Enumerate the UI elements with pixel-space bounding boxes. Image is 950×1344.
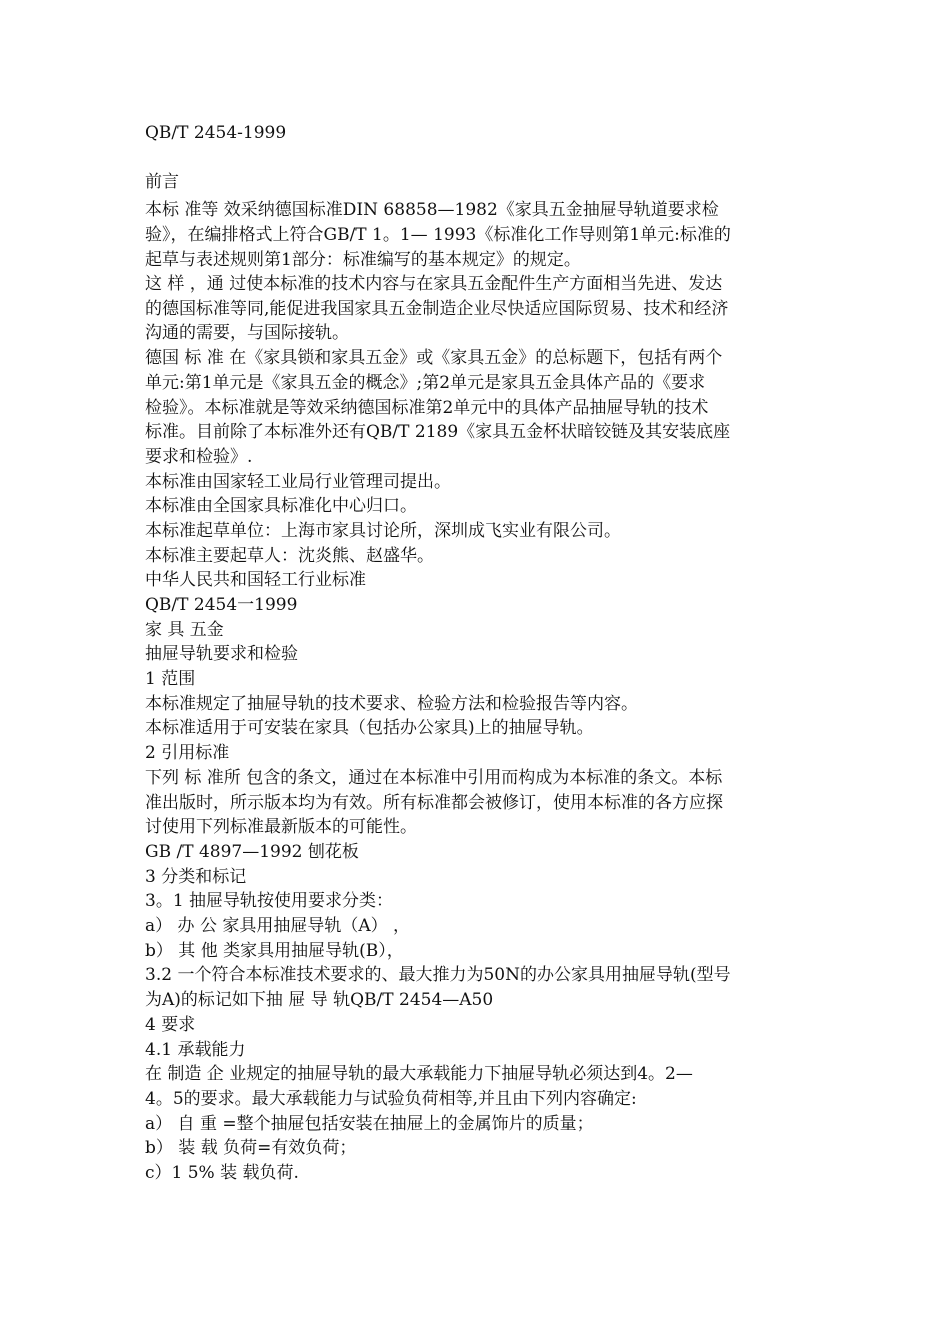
document-title: 家 具 五金 xyxy=(145,620,224,640)
paragraph-line: 单元:第1单元是《家具五金的概念》;第2单元是家具五金具体产品的《要求 xyxy=(145,373,706,393)
list-item: b） 装 载 负荷=有效负荷； xyxy=(145,1138,357,1158)
paragraph-line: 的德国标准等同,能促进我国家具五金制造企业尽快适应国际贸易、技术和经济 xyxy=(145,299,729,319)
paragraph-line: 准出版时，所示版本均为有效。所有标准都会被修订，使用本标准的各方应探 xyxy=(145,793,723,813)
document-subtitle: 抽屉导轨要求和检验 xyxy=(145,644,298,664)
list-item: b） 其 他 类家具用抽屉导轨(B）， xyxy=(145,941,404,961)
paragraph-line: 起草与表述规则第1部分：标准编写的基本规定》的规定。 xyxy=(145,250,581,270)
section-heading: 2 引用标准 xyxy=(145,743,230,763)
paragraph-line: 本标准由国家轻工业局行业管理司提出。 xyxy=(145,472,451,492)
subsection-heading: 4.1 承载能力 xyxy=(145,1040,246,1060)
paragraph-line: 本标准适用于可安装在家具（包括办公家具)上的抽屉导轨。 xyxy=(145,718,594,738)
reference-item: GB /T 4897—1992 刨花板 xyxy=(145,842,359,862)
document-heading: 中华人民共和国轻工行业标准 xyxy=(145,570,366,590)
paragraph-line: 检验》。本标准就是等效采纳德国标准第2单元中的具体产品抽屉导轨的技术 xyxy=(145,398,709,418)
section-heading: 3 分类和标记 xyxy=(145,867,247,887)
paragraph-line: 下列 标 准所 包含的条文，通过在本标准中引用而构成为本标准的条文。本标 xyxy=(145,768,723,788)
paragraph-line: 讨使用下列标准最新版本的可能性。 xyxy=(145,817,417,837)
paragraph-line: 沟通的需要，与国际接轨。 xyxy=(145,323,349,343)
paragraph-line: 本标准起草单位：上海市家具讨论所，深圳成飞实业有限公司。 xyxy=(145,521,621,541)
list-item: a） 办 公 家具用抽屉导轨（A） ， xyxy=(145,916,411,936)
paragraph-line: 要求和检验》. xyxy=(145,447,253,467)
standard-code: QB/T 2454-1999 xyxy=(145,123,287,143)
paragraph-line: 验》，在编排格式上符合GB/T 1。1— 1993《标准化工作导则第1单元:标准的 xyxy=(145,225,731,245)
standard-code: QB/T 2454一1999 xyxy=(145,595,298,615)
paragraph-line: 为A)的标记如下抽 屉 导 轨QB/T 2454—A50 xyxy=(145,990,494,1010)
list-item: a） 自 重 =整个抽屉包括安装在抽屉上的金属饰片的质量； xyxy=(145,1114,594,1134)
paragraph-line: 本标 准等 效采纳德国标准DIN 68858—1982《家具五金抽屉导轨道要求检 xyxy=(145,200,719,220)
paragraph-line: 4。5的要求。最大承载能力与试验负荷相等,并且由下列内容确定: xyxy=(145,1089,637,1109)
section-heading: 4 要求 xyxy=(145,1015,196,1035)
paragraph-line: 德国 标 准 在《家具锁和家具五金》或《家具五金》的总标题下，包括有两个 xyxy=(145,348,723,368)
paragraph-line: 本标准规定了抽屉导轨的技术要求、检验方法和检验报告等内容。 xyxy=(145,694,638,714)
paragraph-line: 标准。目前除了本标准外还有QB/T 2189《家具五金杯状暗铰链及其安装底座 xyxy=(145,422,731,442)
subsection-line: 3。1 抽屉导轨按使用要求分类： xyxy=(145,891,394,911)
paragraph-line: 本标准由全国家具标准化中心归口。 xyxy=(145,496,417,516)
paragraph-line: 本标准主要起草人：沈炎熊、赵盛华。 xyxy=(145,546,434,566)
paragraph-line: 在 制造 企 业规定的抽屉导轨的最大承载能力下抽屉导轨必须达到4。2— xyxy=(145,1064,693,1084)
section-heading-foreword: 前言 xyxy=(145,172,179,192)
list-item: c）1 5% 装 载负荷. xyxy=(145,1163,299,1183)
section-heading: 1 范围 xyxy=(145,669,196,689)
paragraph-line: 3.2 一个符合本标准技术要求的、最大推力为50N的办公家具用抽屉导轨(型号 xyxy=(145,965,731,985)
paragraph-line: 这 样 ，通 过使本标准的技术内容与在家具五金配件生产方面相当先进、发达 xyxy=(145,274,723,294)
